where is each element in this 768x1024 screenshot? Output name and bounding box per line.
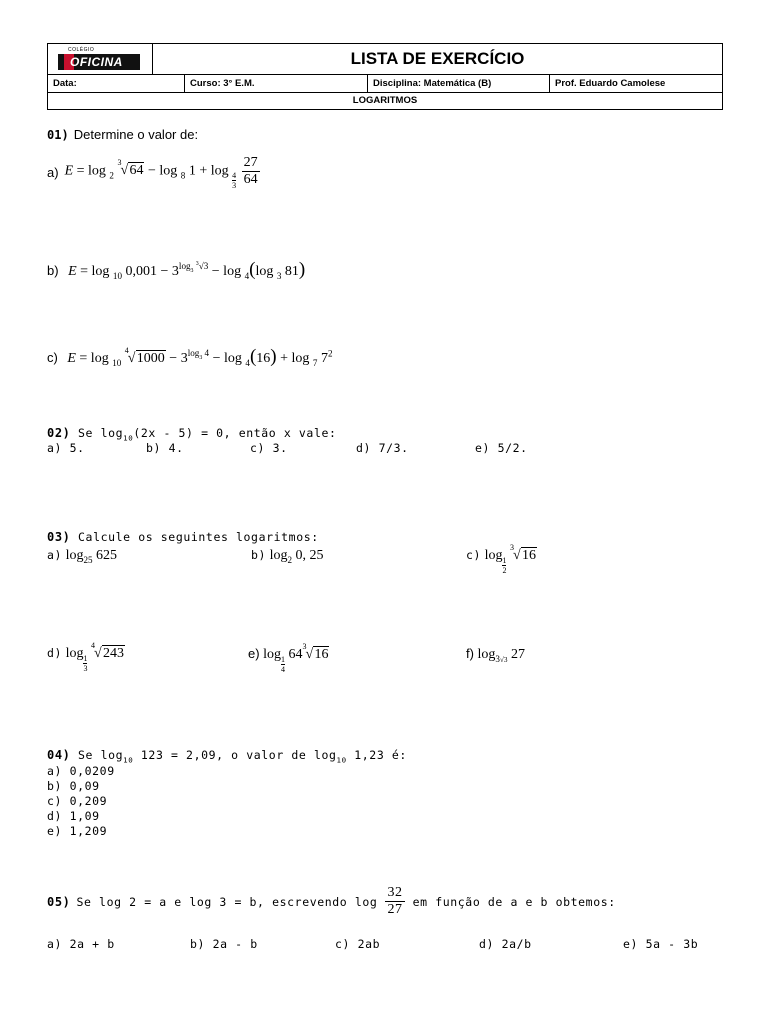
subject-field: Disciplina: Matemática (B): [368, 75, 550, 92]
question-text-end: 1,23 é:: [346, 748, 407, 762]
option-a[interactable]: a) 5.: [47, 441, 85, 455]
item-label: a): [47, 165, 59, 180]
date-field: Data:: [48, 75, 185, 92]
header-row-info: [48, 75, 722, 93]
question-05: [47, 885, 616, 918]
question-number: 05): [47, 894, 71, 909]
q1-item-c: [47, 346, 333, 368]
question-text: Se log: [78, 426, 124, 440]
item-label: d): [47, 646, 63, 660]
question-number: 01): [47, 128, 69, 142]
question-number: 04): [47, 748, 71, 762]
question-text-end: (2x - 5) = 0, então x vale:: [133, 426, 337, 440]
item-label: b): [251, 548, 267, 562]
school-logo: [48, 44, 153, 74]
math-expression: $\log_{3√3} 27$: [477, 647, 526, 664]
item-label: a): [47, 548, 63, 562]
question-text: Se log 2 = a e log 3 = b, escrevendo log: [76, 894, 378, 909]
math-expression: $\log\frac{1}{2}$ 3 √ 16: [484, 543, 536, 575]
log-base-2: 10: [336, 755, 347, 765]
question-text: Determine o valor de:: [73, 127, 199, 142]
option-c[interactable]: c) 0,209: [47, 794, 108, 808]
math-expression: $\log\frac{1}{3}$ 4 √ 243: [65, 641, 124, 673]
question-number: 02): [47, 426, 71, 440]
math-expression: $\log_{25} 625$: [65, 548, 118, 565]
question-01: [47, 124, 198, 143]
page-title: LISTA DE EXERCÍCIO: [350, 49, 525, 68]
q3-item-e: [248, 642, 329, 674]
math-expression-c: E = log $_{10}$ 4 √ $1000 - 3^{log_3 4} - \log _4(16) + \log _7$ $7^2$: [67, 346, 333, 368]
topic-title: LOGARITMOS: [352, 95, 418, 106]
question-number: 03): [47, 530, 71, 544]
option-d[interactable]: d) 1,09: [47, 809, 100, 823]
item-label: c): [47, 350, 58, 365]
q3-item-f: [466, 646, 525, 664]
item-label: f): [466, 646, 474, 661]
option-d[interactable]: d) 7/3.: [356, 441, 409, 455]
item-label: e): [248, 646, 260, 661]
option-b[interactable]: b) 0,09: [47, 779, 100, 793]
question-03: [47, 530, 319, 544]
q4-options: [47, 764, 115, 839]
math-expression-a: E = log $_2$ 3 √ 64 − log $_8$ $1 + \log \frac{4}{3}$ $\frac{27}{64}$: [64, 154, 258, 191]
question-04: [47, 748, 407, 764]
option-e[interactable]: e) 5a - 3b: [623, 937, 699, 951]
option-c[interactable]: c) 3.: [250, 441, 288, 455]
math-expression: $\log\frac{1}{4}$ 64 3 √ 16: [263, 642, 329, 674]
q1-item-b: [47, 259, 305, 281]
item-label: b): [47, 263, 59, 278]
option-c[interactable]: c) 2ab: [335, 937, 381, 951]
option-b[interactable]: b) 4.: [146, 441, 184, 455]
logo-name: OFICINA: [70, 55, 123, 69]
question-text: Se log: [78, 748, 124, 762]
logo-small-text: COLÉGIO: [68, 47, 95, 53]
q3-item-d: [47, 641, 125, 673]
fraction: [385, 885, 404, 918]
q3-item-a: [47, 548, 117, 565]
header-row-title: [48, 44, 722, 75]
option-b[interactable]: b) 2a - b: [190, 937, 258, 951]
math-expression-b: E = log $_{10}$ $0,001 - 3^{log_3 ^3√3} - \log _4(\log$ $_3$ 81): [68, 259, 306, 281]
fraction-numerator: 32: [387, 885, 403, 900]
log-base: 10: [123, 755, 134, 765]
log-base: 10: [123, 433, 134, 443]
option-d[interactable]: d) 2a/b: [479, 937, 532, 951]
header-table: [47, 43, 723, 110]
question-02: [47, 426, 337, 442]
option-e[interactable]: e) 1,209: [47, 824, 108, 838]
question-text-mid: 123 = 2,09, o valor de log: [133, 748, 337, 762]
q5-options: [47, 937, 727, 953]
fraction-denominator: 27: [387, 902, 403, 917]
q3-item-c: [466, 543, 537, 575]
item-label: c): [466, 548, 482, 562]
option-a[interactable]: a) 0,0209: [47, 764, 115, 778]
option-e[interactable]: e) 5/2.: [475, 441, 528, 455]
math-expression: $\log_2 0$, 25: [269, 548, 324, 565]
course-field: Curso: 3° E.M.: [185, 75, 368, 92]
q3-item-b: [251, 548, 324, 565]
question-text: Calcule os seguintes logaritmos:: [78, 530, 319, 544]
q1-item-a: [47, 150, 262, 195]
question-text-end: em função de a e b obtemos:: [412, 894, 616, 909]
option-a[interactable]: a) 2a + b: [47, 937, 115, 951]
q2-options: [47, 441, 647, 457]
teacher-field: Prof. Eduardo Camolese: [555, 78, 666, 89]
